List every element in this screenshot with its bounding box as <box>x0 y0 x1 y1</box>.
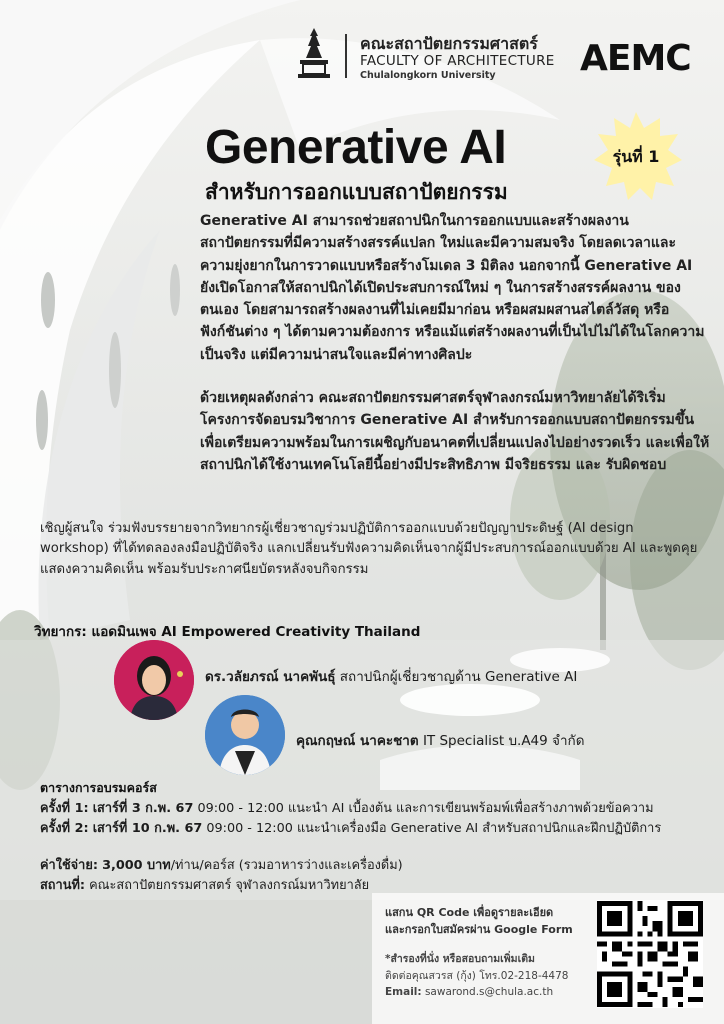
qr-code[interactable] <box>597 900 703 1008</box>
cost-detail: /ท่าน/คอร์ส (รวมอาหารว่างและเครื่องดื่ม) <box>170 858 403 873</box>
email-line <box>385 984 600 1001</box>
project-paragraph: ด้วยเหตุผลดังกล่าว คณะสถาปัตยกรรมศาสตร์จุฬาลงกรณ์มหาวิทยาลัยได้ริเริ่มโครงการจัดอบรมวิชาการ Generative AI สำหรับการออกแบบสถาปัตยกรรมขึ้น เพื่อเตรียมความพร้อมในการเผชิญกับอนาคตที่เปลี่ยนแปลงไปอย่างรวดเร็ว และเพื่อให้สถาปนิกได้ใช้งานเทคโนโลยีนี้อย่างมีประสิทธิภาพ มีจริยธรรม และ รับผิดชอบ <box>200 390 710 473</box>
speakers-heading: วิทยากร: แอดมินเพจ AI Empowered Creativity Thailand <box>34 624 421 640</box>
speaker-1-name: ดร.วลัยภรณ์ นาคพันธุ์ <box>205 669 336 685</box>
contact-info <box>385 951 600 1001</box>
session-time: 09:00 - 12:00 <box>197 801 284 816</box>
session-label: ครั้งที่ 2: <box>40 821 89 836</box>
contact-line: ติดต่อคุณสวรส (กุ้ง) โทร.02-218-4478 <box>385 969 569 982</box>
faculty-name-english: FACULTY OF ARCHITECTURE <box>360 53 555 69</box>
email-address[interactable]: sawarond.s@chula.ac.th <box>424 986 554 998</box>
reserve-line: *สำรองที่นั่ง หรือสอบถามเพิ่มเติม <box>385 953 535 965</box>
session-date: เสาร์ที่ 10 ก.พ. 67 <box>92 821 203 836</box>
session-label: ครั้งที่ 1: <box>40 801 89 816</box>
speaker-1-role: สถาปนิกผู้เชี่ยวชาญด้าน Generative AI <box>339 669 578 685</box>
cost-line <box>40 854 403 875</box>
schedule-row <box>40 817 661 838</box>
invitation-paragraph: เชิญผู้สนใจ ร่วมฟังบรรยายจากวิทยากรผู้เชี่ยวชาญร่วมปฏิบัติการออกแบบด้วยปัญญาประดิษฐ์ (AI design workshop) ที่ได้ทดลองลงมือปฏิบัติจริง แลกเปลี่ยนรับฟังความคิดเห็นจากผู้มีประสบการณ์ออกแบบด้วย AI และพูดคุยแสดงความคิดเห็น พร้อมรับประกาศนียบัตรหลังจบกิจกรรม <box>40 521 698 577</box>
faculty-name-thai: คณะสถาปัตยกรรมศาสตร์ <box>360 34 538 53</box>
header-divider <box>345 34 347 78</box>
qr-instructions <box>385 904 595 938</box>
venue-line <box>40 874 369 895</box>
session-time: 09:00 - 12:00 <box>206 821 293 836</box>
speaker-2-name: คุณกฤษณ์ นาคะชาต <box>296 733 419 749</box>
speaker-2-role: IT Specialist บ.A49 จำกัด <box>422 733 585 749</box>
session-topic: แนะนำ AI เบื้องต้น และการเขียนพร้อมพ์เพื่อสร้างภาพด้วยข้อความ <box>288 801 654 816</box>
batch-label: รุ่นที่ 1 <box>612 147 660 166</box>
cost-amount: 3,000 บาท <box>102 858 171 873</box>
qr-code-icon <box>597 900 703 1008</box>
university-name: Chulalongkorn University <box>360 70 496 81</box>
aemc-logo: AEMC <box>580 38 691 79</box>
intro-paragraph: Generative AI สามารถช่วยสถาปนิกในการออกแบบและสร้างผลงานสถาปัตยกรรมที่มีความสร้างสรรค์แปลก ใหม่และมีความสมจริง โดยลดเวลาและความยุ่งยากในการวาดแบบหรือสร้างโมเดล 3 มิติลง นอกจากนี้ Generative AI ยังเปิดโอกาสให้สถาปนิกได้เปิดประสบการณ์ใหม่ ๆ ในการสร้างสรรค์ผลงาน ของตนเอง โดยสามารถสร้างผลงานที่ไม่เคยมีมาก่อน หรือผสมผสานสไตล์วัสดุ หรือฟังก์ชันต่าง ๆ ได้ตามความต้องการ หรือแม้แต่สร้างผลงานที่เป็นไปไม่ได้ในโลกความเป็นจริง แต่มีความน่าสนใจและมีค่าทางศิลปะ <box>200 213 705 363</box>
speaker-1-avatar <box>114 640 194 720</box>
venue-value: คณะสถาปัตยกรรมศาสตร์ จุฬาลงกรณ์มหาวิทยาลัย <box>89 878 370 893</box>
speaker-2-line <box>296 729 584 751</box>
chulalongkorn-emblem-icon <box>294 26 334 82</box>
batch-badge <box>590 110 682 202</box>
qr-line-2: และกรอกใบสมัครผ่าน Google Form <box>385 923 573 936</box>
speaker-1-line <box>205 665 577 687</box>
venue-label: สถานที่: <box>40 878 86 893</box>
session-topic: แนะนำเครื่องมือ Generative AI สำหรับสถาปนิกและฝึกปฏิบัติการ <box>296 821 662 836</box>
page-subtitle: สำหรับการออกแบบสถาปัตยกรรม <box>205 180 508 204</box>
schedule-heading: ตารางการอบรมคอร์ส <box>40 780 157 795</box>
page-title: Generative AI <box>205 121 507 174</box>
schedule-row <box>40 797 654 818</box>
qr-line-1: แสกน QR Code เพื่อดูรายละเอียด <box>385 906 554 919</box>
email-label: Email: <box>385 986 422 998</box>
speaker-2-avatar <box>205 695 285 775</box>
cost-label: ค่าใช้จ่าย: <box>40 858 98 873</box>
session-date: เสาร์ที่ 3 ก.พ. 67 <box>92 801 194 816</box>
